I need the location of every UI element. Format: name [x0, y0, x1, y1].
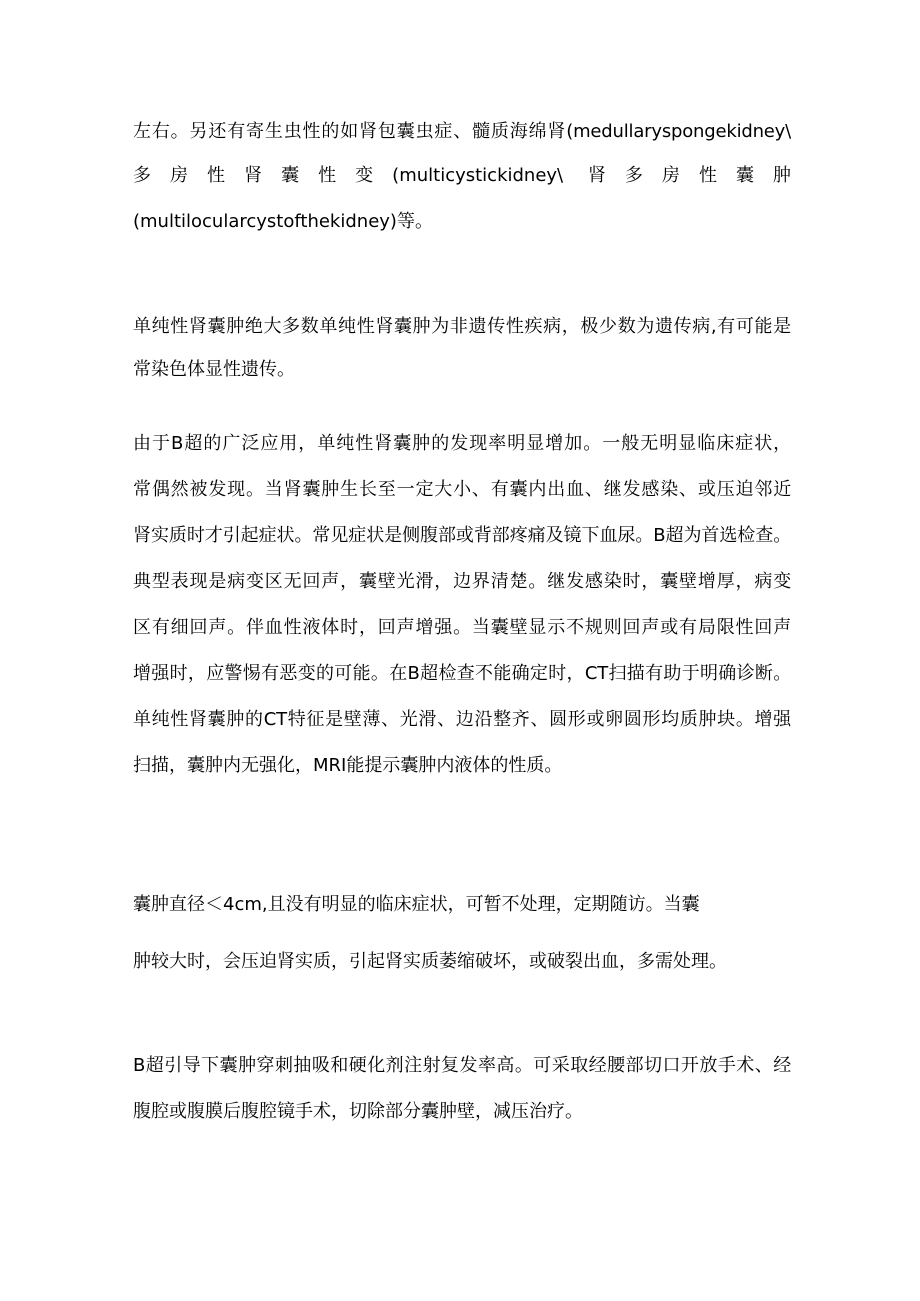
paragraph-surgical-options — [133, 1043, 791, 1135]
text-line: 单纯性肾囊肿的CT特征是壁薄、光滑、边沿整齐、圆形或卵圆形均质肿块。增强 — [133, 709, 791, 730]
paragraph-treatment-large-cyst — [133, 940, 791, 983]
paragraph-simple-cyst-genetics — [133, 305, 791, 391]
text-line: 左右。另还有寄生虫性的如肾包囊虫症、髓质海绵肾(medullaryspongekidney\ — [133, 121, 791, 142]
text-line: 典型表现是病变区无回声，囊壁光滑，边界清楚。继发感染时，囊壁增厚，病变 — [133, 571, 791, 592]
paragraph-treatment-threshold — [133, 883, 791, 926]
text-line: 多房性肾囊性变(multicystickidney\ 肾多房性囊肿 — [133, 165, 791, 186]
paragraph-parasitic-cysts — [133, 110, 791, 245]
text-line: 常染色体显性遗传。 — [133, 359, 295, 380]
text-line: 肿较大时，会压迫肾实质，引起肾实质萎缩破坏，或破裂出血，多需处理。 — [133, 951, 727, 972]
text-line: 常偶然被发现。当肾囊肿生长至一定大小、有囊内出血、继发感染、或压迫邻近 — [133, 479, 791, 500]
text-line: B超引导下囊肿穿刺抽吸和硬化剂注射复发率高。可采取经腰部切口开放手术、经 — [133, 1055, 791, 1076]
text-line: (multilocularcystofthekidney)等。 — [133, 211, 433, 232]
text-line: 增强时，应警惕有恶变的可能。在B超检查不能确定时，CT扫描有助于明确诊断。 — [133, 663, 791, 684]
text-line: 肾实质时才引起症状。常见症状是侧腹部或背部疼痛及镜下血尿。B超为首选检查。 — [133, 525, 791, 546]
text-line: 囊肿直径＜4cm,且没有明显的临床症状，可暂不处理，定期随访。当囊 — [133, 894, 700, 915]
paragraph-diagnosis — [133, 421, 791, 789]
text-line: 扫描，囊肿内无强化，MRI能提示囊肿内液体的性质。 — [133, 755, 563, 776]
text-line: 区有细回声。伴血性液体时，回声增强。当囊壁显示不规则回声或有局限性回声 — [133, 617, 791, 638]
text-line: 腹腔或腹膜后腹腔镜手术，切除部分囊肿壁，减压治疗。 — [133, 1101, 583, 1122]
text-line: 单纯性肾囊肿绝大多数单纯性肾囊肿为非遗传性疾病，极少数为遗传病,有可能是 — [133, 316, 791, 337]
text-line: 由于B超的广泛应用，单纯性肾囊肿的发现率明显增加。一般无明显临床症状， — [133, 433, 791, 454]
